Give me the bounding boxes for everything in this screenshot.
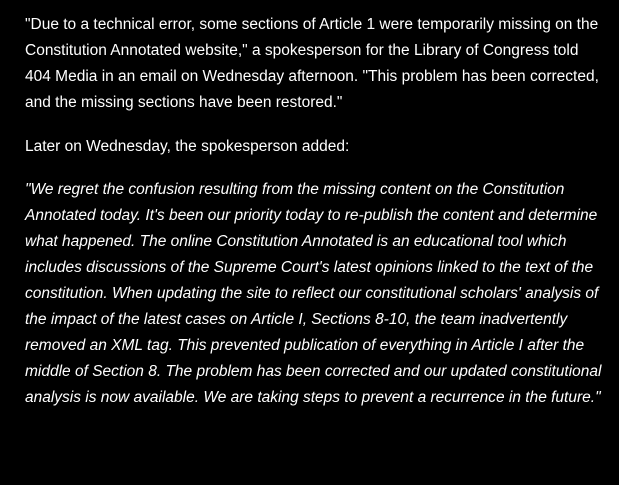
article-paragraph-followup: Later on Wednesday, the spokesperson added:: [25, 138, 350, 155]
article-paragraph-statement: "Due to a technical error, some sections of Article 1 were temporarily missing on the Constitution Annotated website," a spokesperson for the Library of Congress told 404 Media in an email on Wednesday afternoon. "This problem has been corrected, and the missing sections have been restored.": [25, 16, 599, 111]
spokesperson-quote: "We regret the confusion resulting from the missing content on the Constitution Annotated today. It's been our priority today to re-publish the content and determine what happened. The online Constitution Annotated is an educational tool which includes discussions of the Supreme Court's latest opinions linked to the text of the constitution. When updating the site to reflect our constitutional scholars' analysis of the impact of the latest cases on Article I, Sections 8-10, the team inadvertently removed an XML tag. This prevented publication of everything in Article I after the middle of Section 8. The problem has been corrected and our updated constitutional analysis is now available. We are taking steps to prevent a recurrence in the future.": [25, 181, 602, 406]
article-body: [25, 12, 605, 411]
